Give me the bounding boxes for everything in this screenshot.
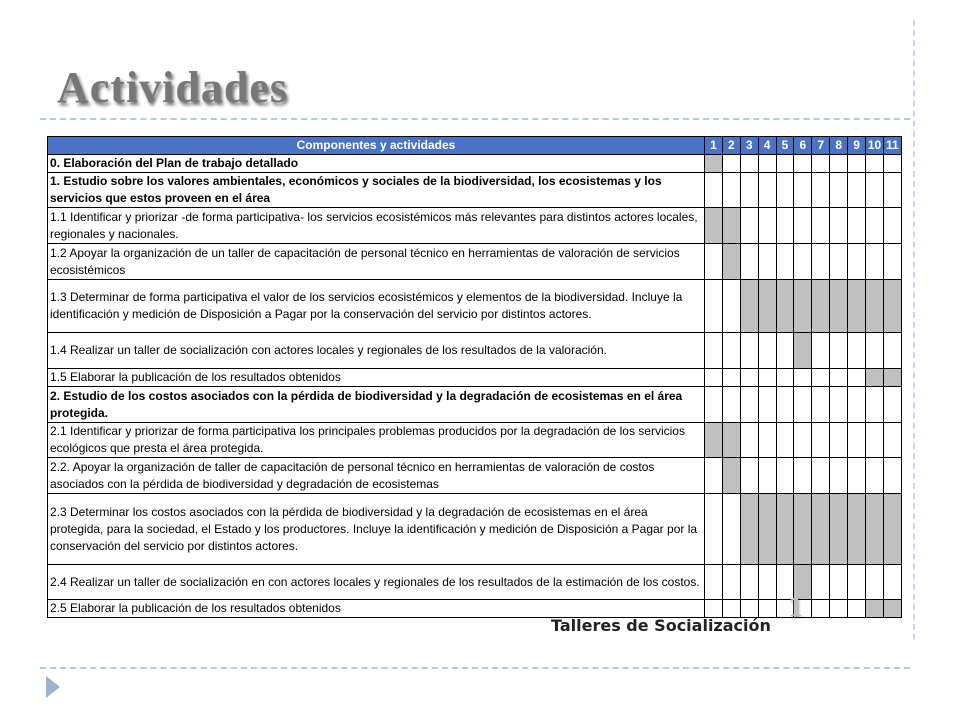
schedule-cell <box>812 600 830 618</box>
schedule-cell <box>705 565 723 600</box>
schedule-cell <box>776 333 794 369</box>
schedule-cell-active <box>758 494 776 565</box>
activity-description: 1. Estudio sobre los valores ambientales, económicos y sociales de la biodiversidad, los ecosistemas y los servicios que estos proveen en el área <box>48 173 705 208</box>
schedule-cell <box>758 387 776 423</box>
schedule-cell <box>758 600 776 618</box>
schedule-cell-active <box>722 423 740 458</box>
schedule-cell <box>740 600 758 618</box>
triangle-bullet-icon <box>46 676 60 698</box>
schedule-cell-active <box>830 494 848 565</box>
schedule-cell-active <box>740 494 758 565</box>
schedule-cell <box>722 494 740 565</box>
header-period: 3 <box>740 137 758 155</box>
schedule-cell <box>848 565 866 600</box>
schedule-cell <box>740 333 758 369</box>
schedule-cell <box>794 155 812 173</box>
schedule-cell <box>848 208 866 244</box>
table-row <box>48 280 902 333</box>
schedule-cell <box>794 244 812 280</box>
schedule-cell <box>812 423 830 458</box>
table-row <box>48 244 902 280</box>
schedule-cell <box>830 333 848 369</box>
schedule-cell <box>794 423 812 458</box>
schedule-cell-active <box>794 494 812 565</box>
activities-table <box>47 136 902 618</box>
schedule-cell <box>883 458 901 494</box>
schedule-cell <box>866 387 884 423</box>
schedule-cell <box>830 458 848 494</box>
schedule-cell-active <box>794 280 812 333</box>
schedule-cell <box>776 369 794 387</box>
schedule-cell <box>883 208 901 244</box>
bottom-divider <box>40 667 910 669</box>
header-period: 2 <box>722 137 740 155</box>
activity-description: 2.3 Determinar los costos asociados con la pérdida de biodiversidad y la degradación de ecosistemas en el área protegida, para la sociedad, el Estado y los productores. Incluye la identificación y medición de Disposición a Pagar por la conservación del servicio por distintos actores. <box>48 494 705 565</box>
schedule-cell <box>866 423 884 458</box>
activity-description: 2.2. Apoyar la organización de taller de capacitación de personal técnico en herramientas de valoración de costos asociados con la pérdida de biodiversidad y degradación de ecosistemas <box>48 458 705 494</box>
schedule-cell-active <box>705 423 723 458</box>
schedule-cell <box>740 173 758 208</box>
schedule-cell <box>866 244 884 280</box>
schedule-cell-active <box>705 208 723 244</box>
schedule-cell <box>794 173 812 208</box>
schedule-cell-active <box>883 494 901 565</box>
schedule-cell <box>848 600 866 618</box>
header-period: 1 <box>705 137 723 155</box>
schedule-cell <box>740 458 758 494</box>
schedule-cell <box>848 423 866 458</box>
schedule-cell <box>883 565 901 600</box>
schedule-cell <box>866 458 884 494</box>
slide-title: Actividades <box>57 63 288 112</box>
schedule-cell <box>758 333 776 369</box>
schedule-cell <box>812 387 830 423</box>
schedule-cell-active <box>722 244 740 280</box>
header-period: 11 <box>883 137 901 155</box>
schedule-cell <box>758 155 776 173</box>
header-period: 7 <box>812 137 830 155</box>
schedule-cell <box>794 208 812 244</box>
schedule-cell <box>776 208 794 244</box>
schedule-cell <box>794 387 812 423</box>
table-row <box>48 494 902 565</box>
table-row <box>48 600 902 618</box>
activity-description: 1.3 Determinar de forma participativa el valor de los servicios ecosistémicos y elementos de la biodiversidad. Incluye la identificación y medición de Disposición a Pagar por la conservación del servicio por distintos actores. <box>48 280 705 333</box>
schedule-cell <box>848 155 866 173</box>
table-row <box>48 333 902 369</box>
schedule-cell <box>705 387 723 423</box>
table-row <box>48 565 902 600</box>
schedule-cell <box>812 173 830 208</box>
schedule-cell <box>812 208 830 244</box>
schedule-cell-active <box>883 600 901 618</box>
header-period: 4 <box>758 137 776 155</box>
header-period: 9 <box>848 137 866 155</box>
header-period: 6 <box>794 137 812 155</box>
schedule-cell-active <box>776 280 794 333</box>
schedule-cell <box>830 244 848 280</box>
schedule-cell <box>848 173 866 208</box>
activity-description: 1.5 Elaborar la publicación de los resultados obtenidos <box>48 369 705 387</box>
schedule-cell <box>794 369 812 387</box>
schedule-cell-active <box>866 280 884 333</box>
header-period: 8 <box>830 137 848 155</box>
schedule-cell <box>758 565 776 600</box>
header-period: 10 <box>866 137 884 155</box>
schedule-cell <box>722 600 740 618</box>
schedule-cell-active <box>866 494 884 565</box>
schedule-cell <box>794 458 812 494</box>
schedule-cell <box>722 369 740 387</box>
schedule-cell-active <box>722 208 740 244</box>
schedule-cell <box>812 369 830 387</box>
activity-description: 2.1 Identificar y priorizar de forma participativa los principales problemas producidos por la degradación de los servicios ecológicos que presta el área protegida. <box>48 423 705 458</box>
table-row <box>48 369 902 387</box>
schedule-cell <box>883 173 901 208</box>
schedule-cell-active <box>830 280 848 333</box>
schedule-cell-active <box>722 458 740 494</box>
schedule-cell <box>758 244 776 280</box>
schedule-cell <box>740 208 758 244</box>
schedule-cell-active <box>758 280 776 333</box>
schedule-cell-active <box>883 369 901 387</box>
schedule-cell <box>812 565 830 600</box>
schedule-cell <box>848 244 866 280</box>
activity-description: 0. Elaboración del Plan de trabajo detallado <box>48 155 705 173</box>
table-row <box>48 458 902 494</box>
schedule-cell <box>848 333 866 369</box>
schedule-cell <box>830 600 848 618</box>
schedule-cell <box>830 423 848 458</box>
schedule-cell <box>866 333 884 369</box>
schedule-cell <box>758 458 776 494</box>
header-components: Componentes y actividades <box>48 137 705 155</box>
schedule-cell <box>740 565 758 600</box>
caption-socialization: Talleres de Socialización <box>551 616 771 635</box>
schedule-cell-active <box>812 280 830 333</box>
schedule-cell <box>740 155 758 173</box>
table-row <box>48 387 902 423</box>
schedule-cell <box>830 155 848 173</box>
schedule-cell-active <box>705 155 723 173</box>
schedule-cell <box>705 333 723 369</box>
header-period: 5 <box>776 137 794 155</box>
table-row <box>48 423 902 458</box>
schedule-cell <box>866 173 884 208</box>
activity-description: 1.2 Apoyar la organización de un taller de capacitación de personal técnico en herramientas de valoración de servicios ecosistémicos <box>48 244 705 280</box>
schedule-cell <box>830 173 848 208</box>
schedule-cell <box>758 173 776 208</box>
schedule-cell <box>705 173 723 208</box>
schedule-cell <box>848 369 866 387</box>
schedule-cell <box>812 333 830 369</box>
schedule-cell <box>812 458 830 494</box>
schedule-cell <box>812 244 830 280</box>
schedule-cell <box>883 244 901 280</box>
schedule-cell <box>776 458 794 494</box>
schedule-cell <box>705 600 723 618</box>
schedule-cell <box>866 565 884 600</box>
schedule-cell-active <box>848 494 866 565</box>
schedule-cell <box>722 333 740 369</box>
schedule-cell-active <box>866 369 884 387</box>
schedule-cell <box>722 565 740 600</box>
schedule-cell-active <box>848 280 866 333</box>
number-one-icon: 1 <box>788 590 803 623</box>
schedule-cell <box>883 387 901 423</box>
schedule-cell <box>722 173 740 208</box>
schedule-cell <box>705 458 723 494</box>
schedule-cell <box>776 423 794 458</box>
schedule-cell <box>830 565 848 600</box>
schedule-cell <box>883 423 901 458</box>
table-row <box>48 155 902 173</box>
schedule-cell <box>830 369 848 387</box>
schedule-cell <box>758 369 776 387</box>
schedule-cell <box>830 208 848 244</box>
right-divider <box>913 20 915 640</box>
activity-description: 2.5 Elaborar la publicación de los resultados obtenidos <box>48 600 705 618</box>
schedule-cell <box>740 369 758 387</box>
top-divider <box>40 118 910 120</box>
schedule-cell <box>830 387 848 423</box>
schedule-cell <box>776 244 794 280</box>
table-header-row <box>48 137 902 155</box>
schedule-cell <box>866 155 884 173</box>
schedule-cell-active <box>740 280 758 333</box>
schedule-cell <box>758 208 776 244</box>
activity-description: 1.1 Identificar y priorizar -de forma participativa- los servicios ecosistémicos más relevantes para distintos actores locales, regionales y nacionales. <box>48 208 705 244</box>
schedule-cell <box>776 173 794 208</box>
schedule-cell-active <box>812 494 830 565</box>
schedule-cell <box>722 280 740 333</box>
activity-description: 2.4 Realizar un taller de socialización en con actores locales y regionales de los resultados de la estimación de los costos. <box>48 565 705 600</box>
schedule-cell <box>740 387 758 423</box>
schedule-cell-active <box>794 333 812 369</box>
activity-description: 1.4 Realizar un taller de socialización con actores locales y regionales de los resultados de la valoración. <box>48 333 705 369</box>
activity-description: 2. Estudio de los costos asociados con la pérdida de biodiversidad y la degradación de ecosistemas en el área protegida. <box>48 387 705 423</box>
schedule-cell <box>705 244 723 280</box>
schedule-cell-active <box>866 600 884 618</box>
schedule-cell-active <box>883 280 901 333</box>
schedule-cell <box>758 423 776 458</box>
schedule-cell <box>776 387 794 423</box>
schedule-cell <box>740 423 758 458</box>
schedule-cell <box>883 333 901 369</box>
schedule-cell <box>722 387 740 423</box>
schedule-cell <box>705 369 723 387</box>
schedule-cell <box>866 208 884 244</box>
schedule-cell <box>883 155 901 173</box>
schedule-cell-active <box>776 494 794 565</box>
schedule-cell <box>722 155 740 173</box>
schedule-cell <box>848 458 866 494</box>
schedule-cell <box>705 494 723 565</box>
table-row <box>48 173 902 208</box>
schedule-cell <box>848 387 866 423</box>
schedule-cell <box>705 280 723 333</box>
schedule-cell <box>812 155 830 173</box>
table-row <box>48 208 902 244</box>
schedule-cell <box>740 244 758 280</box>
schedule-cell <box>776 155 794 173</box>
